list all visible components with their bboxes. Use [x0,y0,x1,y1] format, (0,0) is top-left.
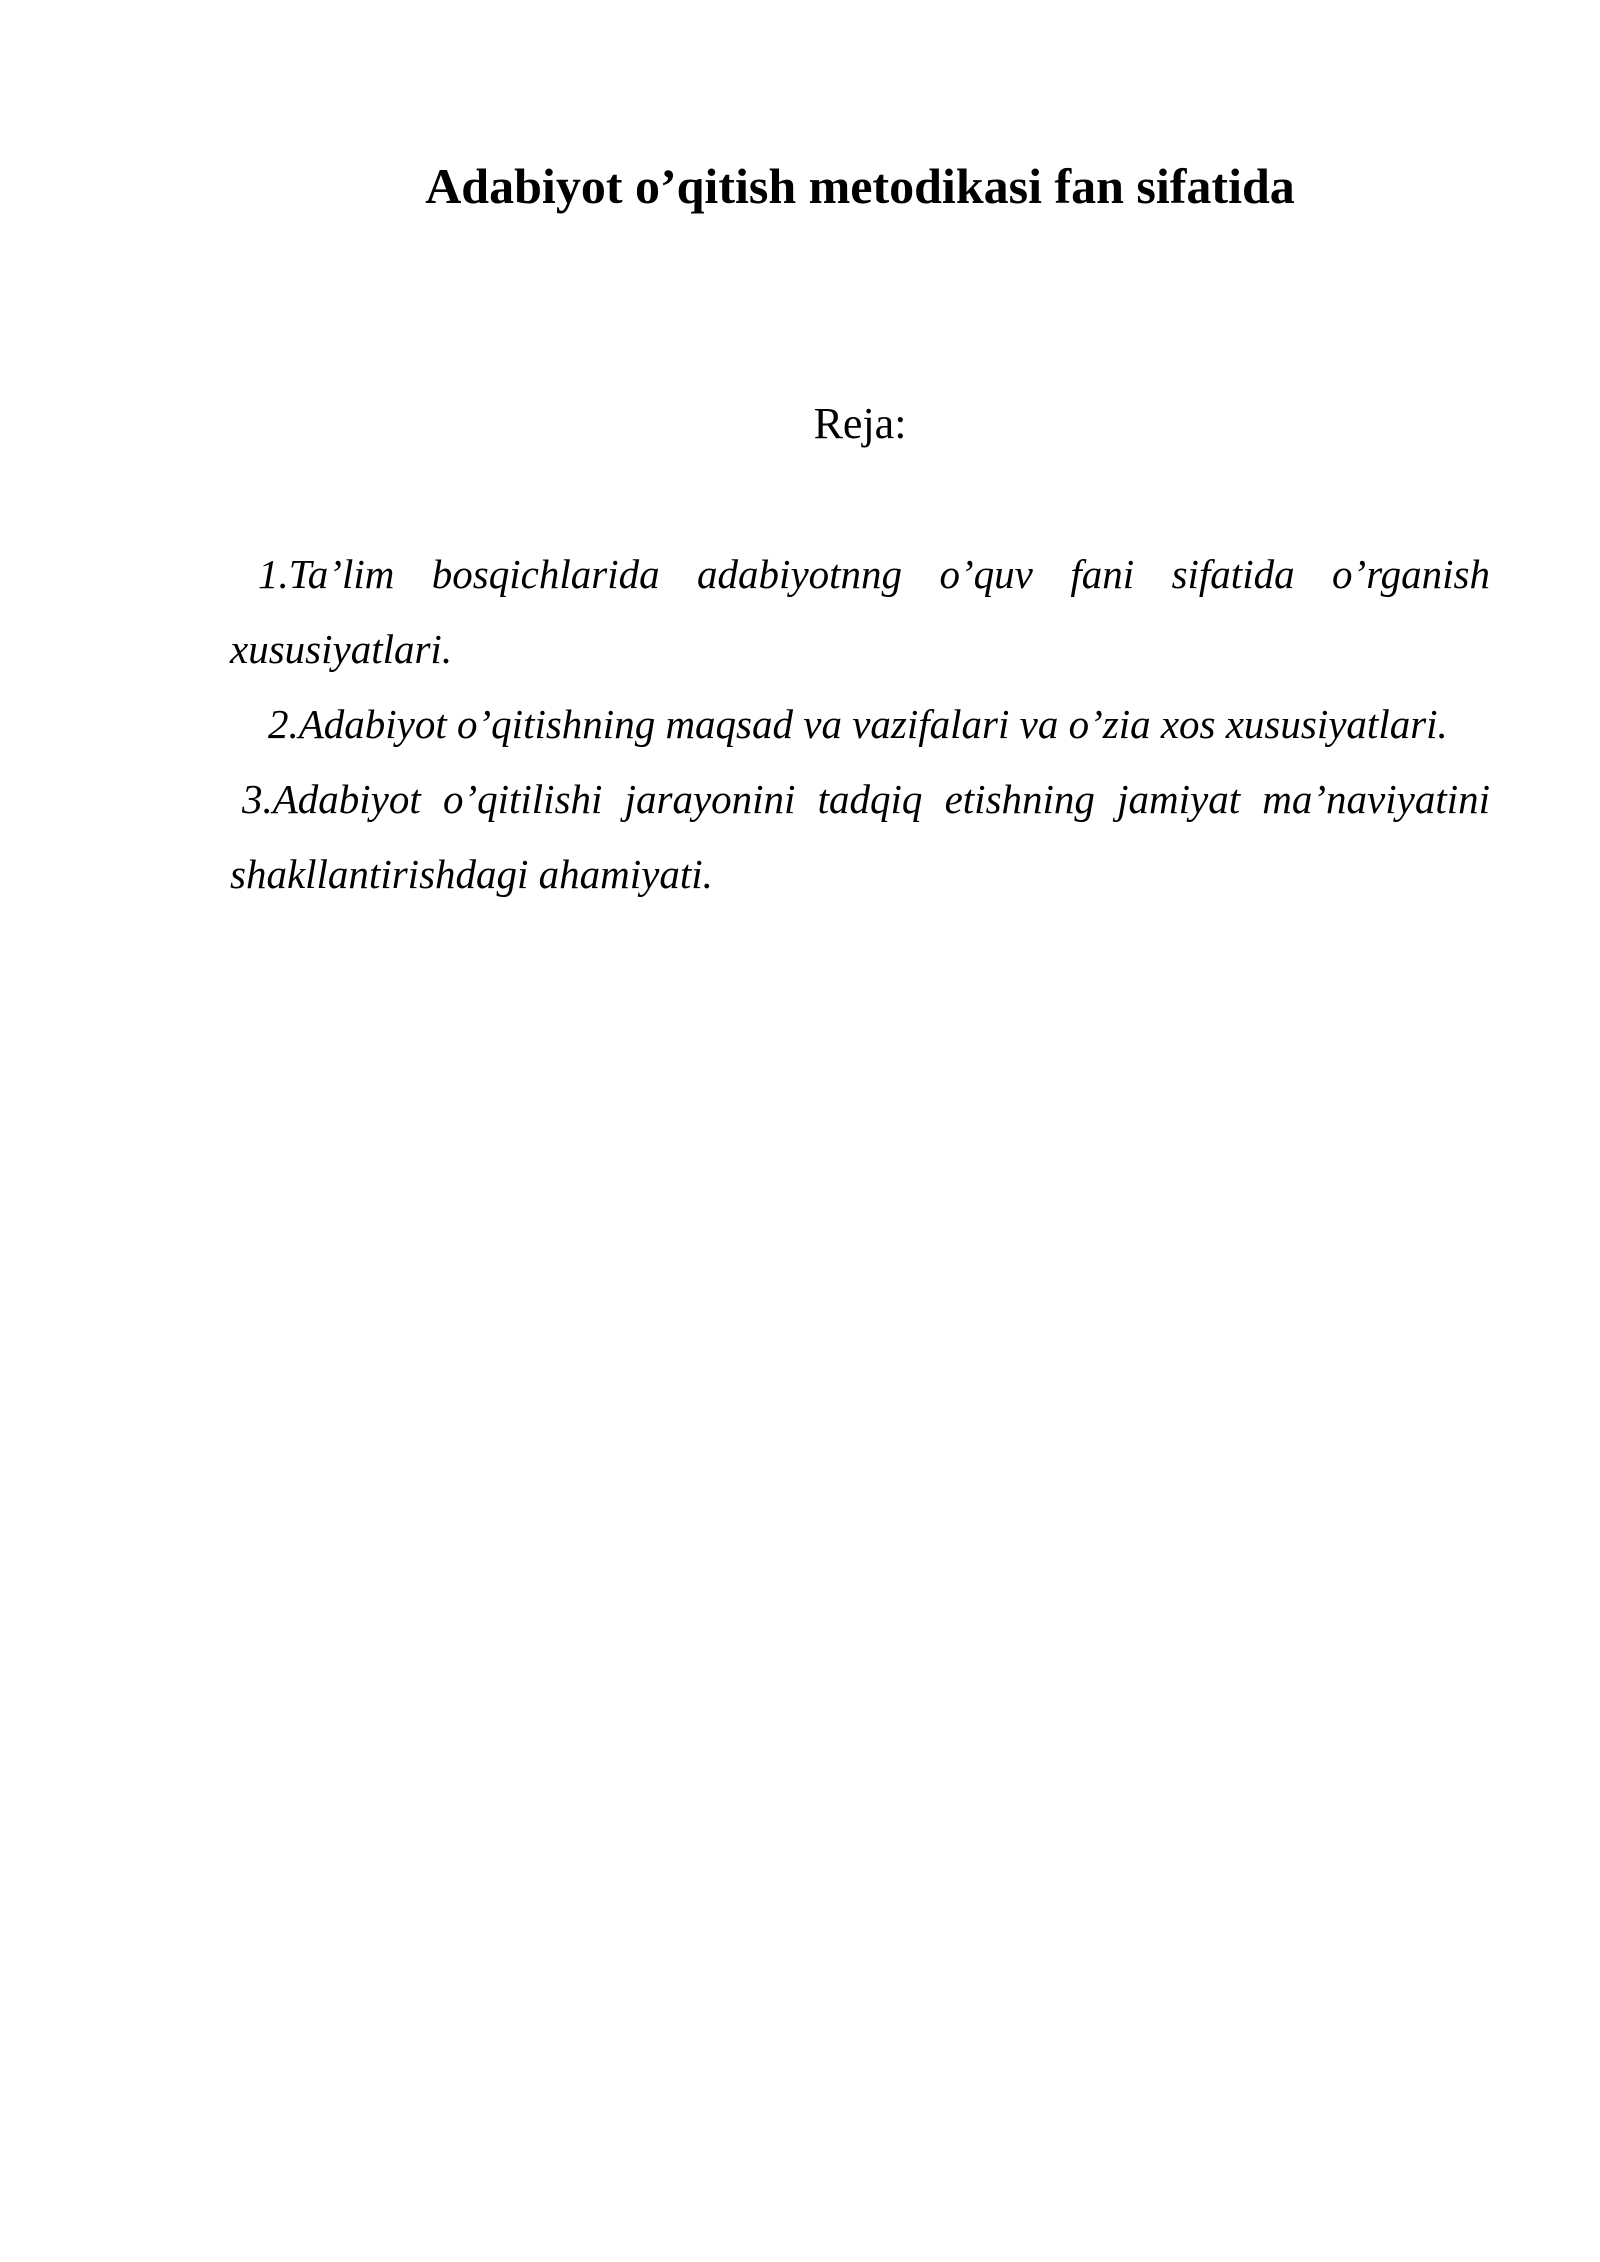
plan-item-2: 2.Adabiyot o’qitishning maqsad va vazifalari va o’zia xos xususiyatlari. [268,701,1448,747]
plan-heading: Reja: [813,399,907,448]
plan-item-1: 1.Ta’lim bosqichlarida adabiyotnng o’quv fani sifatida o’rganish xususiyatlari. [230,551,1490,672]
plan-item-3: 3.Adabiyot o’qitilishi jarayonini tadqiq etishning jamiyat ma’naviyatini shakllantirishdagi ahamiyati. [230,776,1490,897]
document-title: Adabiyot o’qitish metodikasi fan sifatida [425,158,1295,214]
plan-list [230,537,1490,912]
